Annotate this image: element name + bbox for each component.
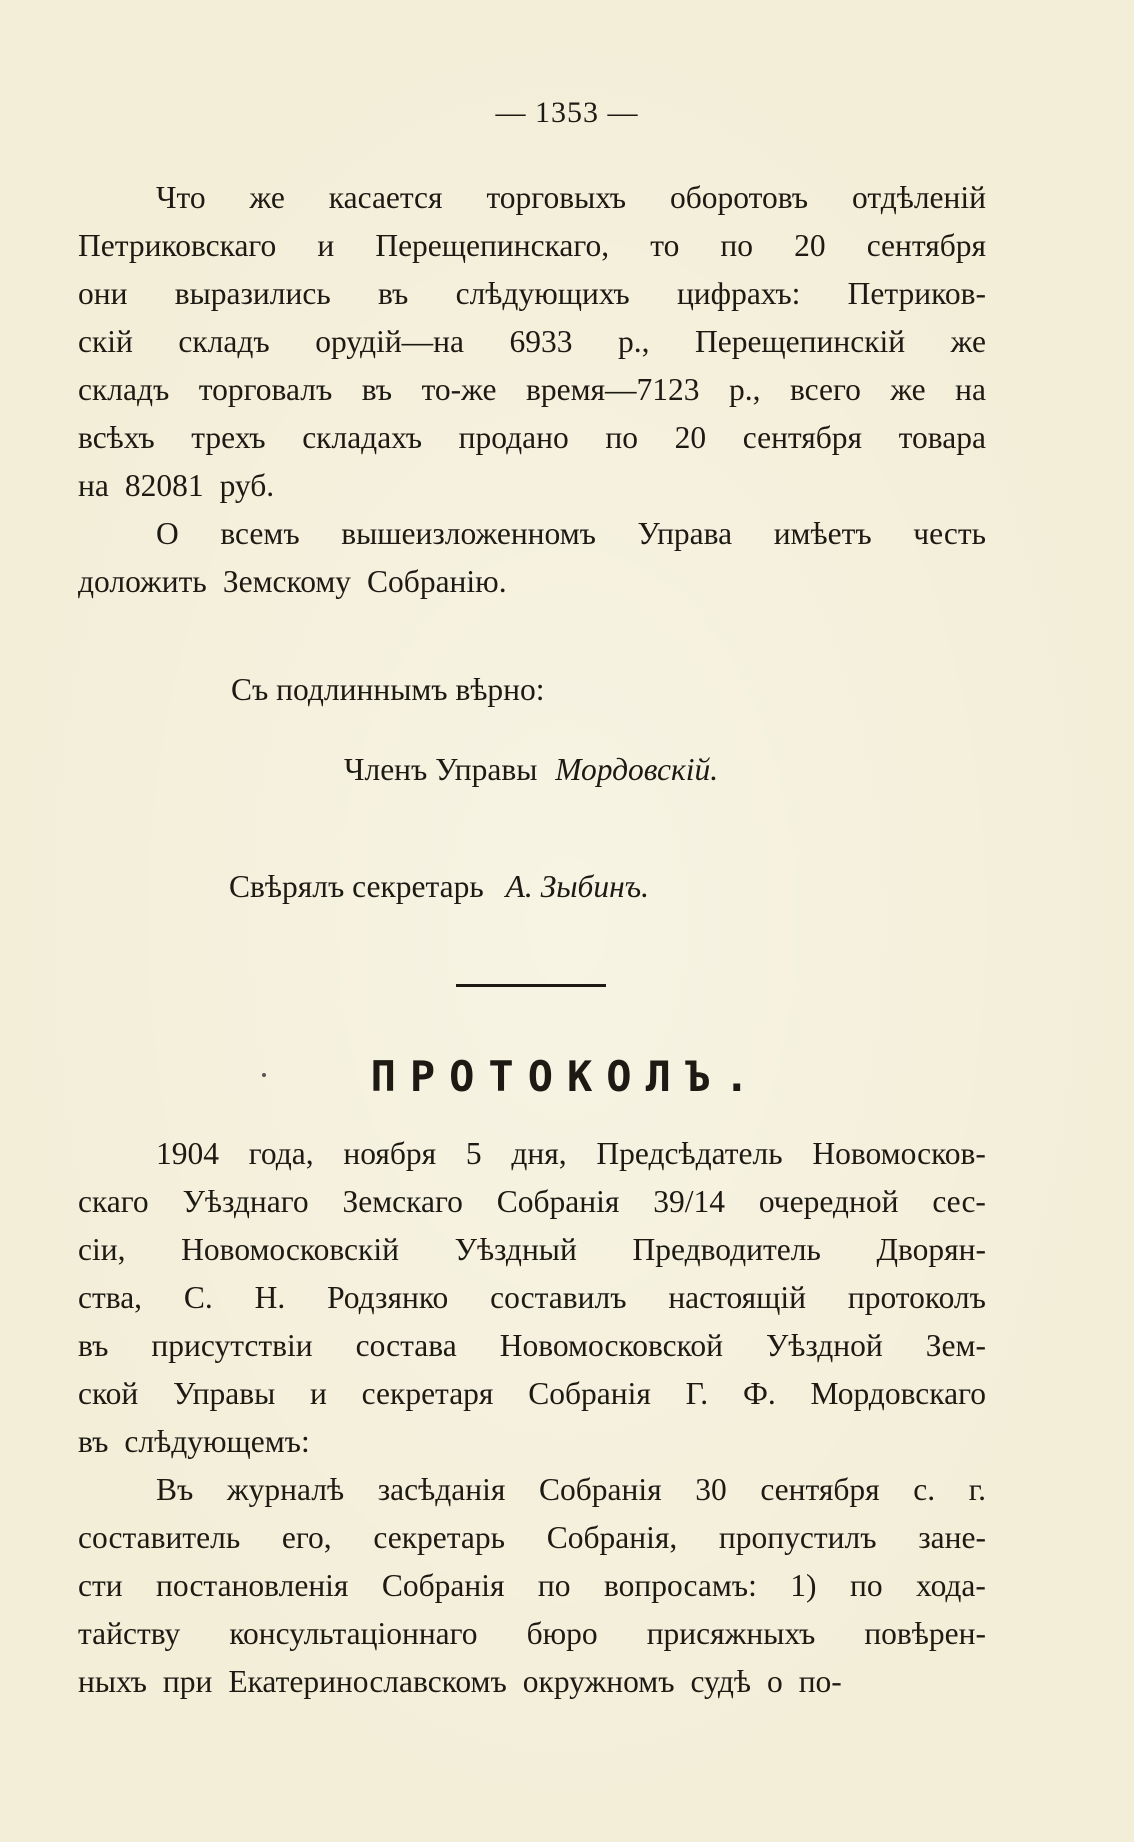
paragraph-3: [78, 1130, 986, 1466]
text-line: ской Управы и секретаря Собранія Г. Ф. Мордовскаго: [78, 1376, 986, 1411]
text-line: они выразились въ слѣдующихъ цифрахъ: Петриков-: [78, 276, 986, 311]
text-line: всѣхъ трехъ складахъ продано по 20 сентября товара: [78, 420, 986, 455]
text-line: скаго Уѣзднаго Земскаго Собранія 39/14 очередной сес-: [78, 1184, 986, 1219]
section-divider: [456, 984, 606, 987]
paragraph-2: [78, 510, 986, 606]
page-number: — 1353 —: [495, 96, 639, 129]
text-line: Петриковскаго и Перещепинскаго, то по 20 сентября: [78, 228, 986, 263]
text-line: ныхъ при Екатеринославскомъ окружномъ судѣ о по-: [78, 1664, 842, 1699]
paragraph-1: [78, 174, 986, 510]
text-line: О всемъ вышеизложенномъ Управа имѣетъ честь: [156, 516, 986, 551]
text-line: Что же касается торговыхъ оборотовъ отдѣленій: [156, 180, 986, 215]
text-line: на 82081 руб.: [78, 468, 275, 503]
text-line: сіи, Новомосковскій Уѣздный Предводитель Дворян-: [78, 1232, 986, 1267]
protocol-heading: ПРОТОКОЛЪ.: [370, 1052, 764, 1101]
text-line: складъ торговалъ въ то-же время—7123 р., всего же на: [78, 372, 986, 407]
text-line: тайству консультаціоннаго бюро присяжныхъ повѣрен-: [78, 1616, 986, 1651]
text-line: сти постановленія Собранія по вопросамъ: 1) по хода-: [78, 1568, 986, 1603]
text-line: составитель его, секретарь Собранія, пропустилъ зане-: [78, 1520, 986, 1555]
verified-name: А. Зыбинъ.: [505, 869, 649, 904]
text-line: въ присутствіи состава Новомосковской Уѣздной Зем-: [78, 1328, 986, 1363]
member-title: Членъ Управы: [344, 752, 538, 787]
text-line: скій складъ орудій—на 6933 р., Перещепинскій же: [78, 324, 986, 359]
member-name: Мордовскій.: [555, 752, 719, 787]
text-line: Въ журналѣ засѣданія Собранія 30 сентября с. г.: [156, 1472, 986, 1507]
paragraph-4: [78, 1466, 986, 1706]
text-line: 1904 года, ноября 5 дня, Предсѣдатель Новомосков-: [156, 1136, 986, 1171]
text-line: ства, С. Н. Родзянко составилъ настоящій протоколъ: [78, 1280, 986, 1315]
copy-note: Съ подлиннымъ вѣрно:: [231, 672, 545, 707]
text-line: въ слѣдующемъ:: [78, 1424, 310, 1459]
member-signature: [344, 752, 718, 788]
text-line: доложить Земскому Собранію.: [78, 564, 507, 599]
verified-title: Свѣрялъ секретарь: [229, 869, 484, 904]
verified-signature: [229, 869, 649, 905]
